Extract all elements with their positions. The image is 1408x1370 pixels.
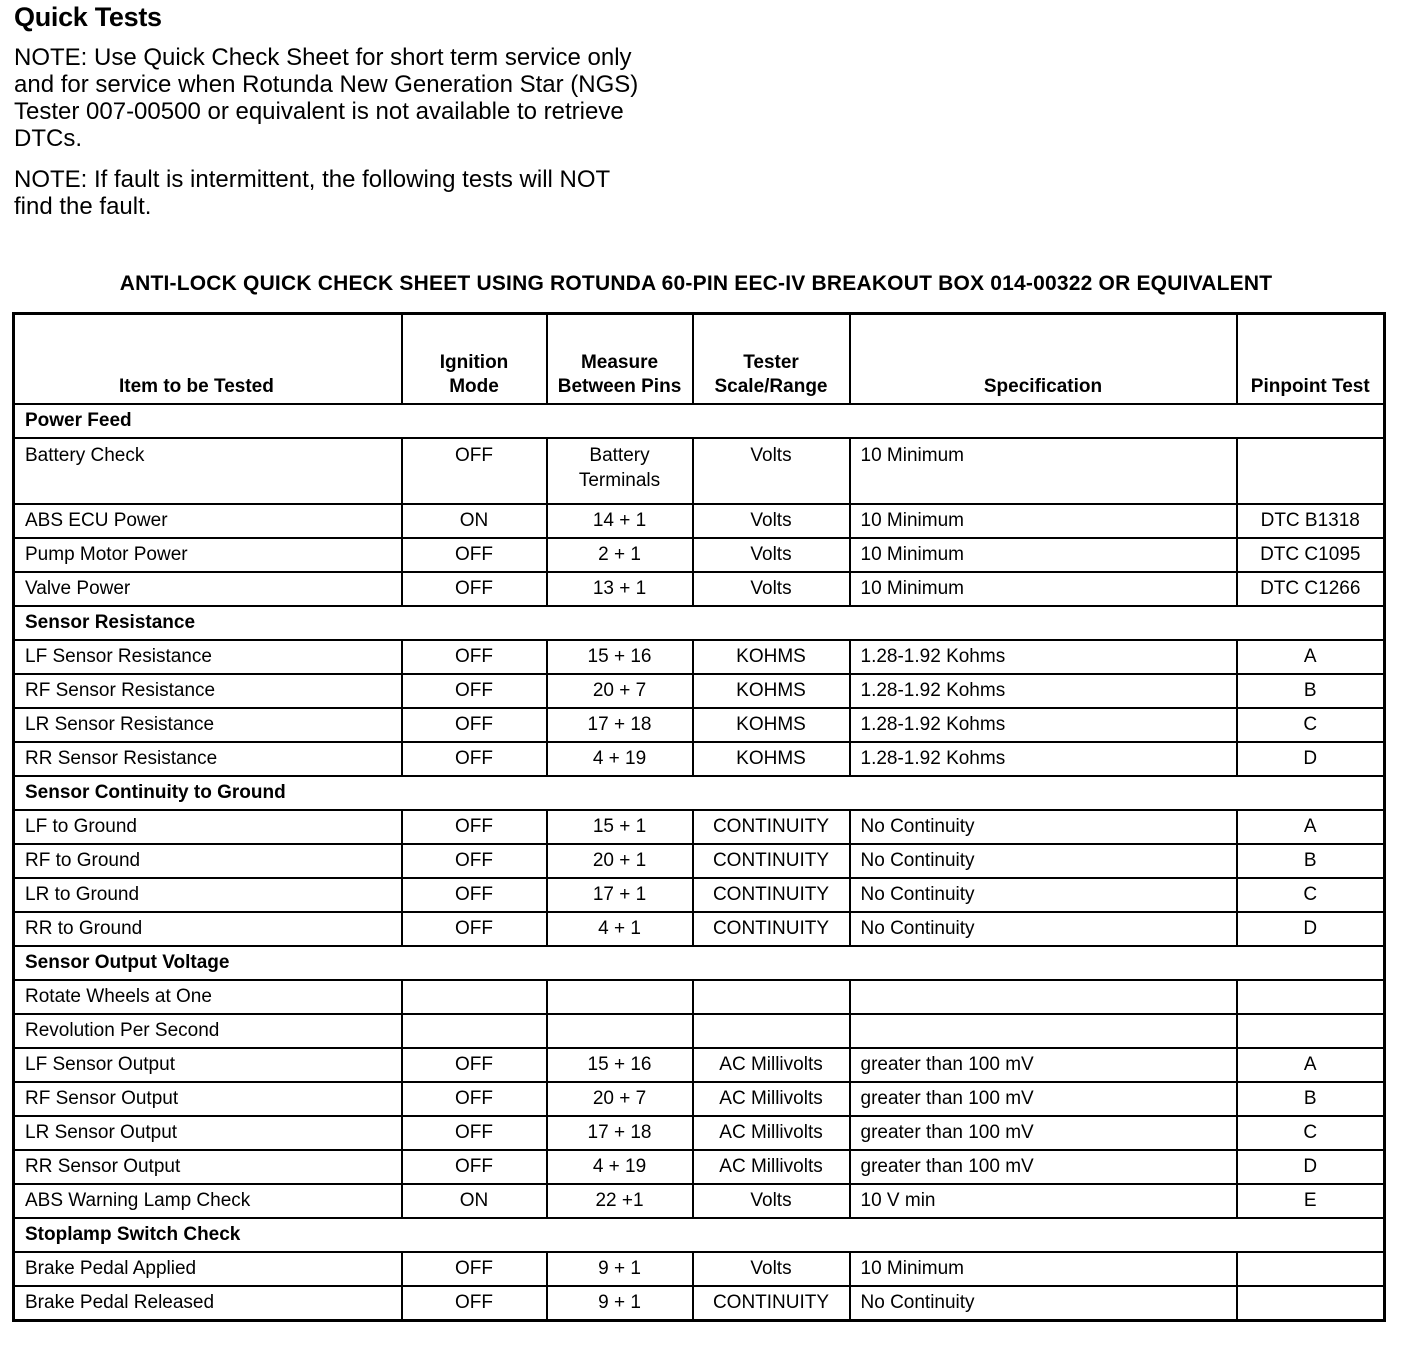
table-row <box>14 844 1385 878</box>
cell-pinpoint: B <box>1237 674 1385 708</box>
table-row <box>14 1116 1385 1150</box>
cell-spec: 1.28-1.92 Kohms <box>850 708 1237 742</box>
cell-ignition: OFF <box>402 1082 547 1116</box>
cell-pinpoint: D <box>1237 1150 1385 1184</box>
cell-ignition: OFF <box>402 1286 547 1321</box>
cell-item: Rotate Wheels at One <box>14 980 402 1014</box>
cell-ignition: OFF <box>402 1048 547 1082</box>
cell-scale: CONTINUITY <box>693 878 850 912</box>
table-row <box>14 1082 1385 1116</box>
cell-spec: No Continuity <box>850 810 1237 844</box>
col-header-item: Item to be Tested <box>14 314 402 405</box>
cell-ignition <box>402 1014 547 1048</box>
cell-ignition: OFF <box>402 912 547 946</box>
cell-item: RR Sensor Resistance <box>14 742 402 776</box>
cell-spec: 10 Minimum <box>850 1252 1237 1286</box>
section-row <box>14 1218 1385 1252</box>
cell-ignition: OFF <box>402 878 547 912</box>
cell-spec: 10 Minimum <box>850 438 1237 504</box>
cell-spec: No Continuity <box>850 844 1237 878</box>
col-header-ignition: Ignition Mode <box>402 314 547 405</box>
cell-spec: 10 Minimum <box>850 538 1237 572</box>
cell-ignition: OFF <box>402 844 547 878</box>
col-header-pins: Measure Between Pins <box>547 314 693 405</box>
table-row <box>14 1150 1385 1184</box>
table-row <box>14 810 1385 844</box>
cell-scale: CONTINUITY <box>693 810 850 844</box>
table-body <box>14 404 1385 1321</box>
section-title: Stoplamp Switch Check <box>14 1218 1385 1252</box>
col-header-scale: Tester Scale/Range <box>693 314 850 405</box>
cell-spec: No Continuity <box>850 878 1237 912</box>
cell-pinpoint: C <box>1237 708 1385 742</box>
cell-ignition: OFF <box>402 1150 547 1184</box>
cell-scale: AC Millivolts <box>693 1116 850 1150</box>
cell-scale: Volts <box>693 438 850 504</box>
cell-scale: KOHMS <box>693 674 850 708</box>
table-row <box>14 640 1385 674</box>
cell-item: RR Sensor Output <box>14 1150 402 1184</box>
cell-ignition: ON <box>402 504 547 538</box>
cell-pinpoint: D <box>1237 742 1385 776</box>
cell-item: LF Sensor Output <box>14 1048 402 1082</box>
cell-pinpoint: D <box>1237 912 1385 946</box>
cell-scale: Volts <box>693 504 850 538</box>
cell-ignition: ON <box>402 1184 547 1218</box>
cell-item: RR to Ground <box>14 912 402 946</box>
table-row <box>14 504 1385 538</box>
cell-pins: 17 + 18 <box>547 1116 693 1150</box>
section-title: Sensor Resistance <box>14 606 1385 640</box>
cell-scale: Volts <box>693 572 850 606</box>
cell-scale: KOHMS <box>693 640 850 674</box>
cell-pins: 17 + 18 <box>547 708 693 742</box>
cell-pins <box>547 980 693 1014</box>
cell-item: LR Sensor Resistance <box>14 708 402 742</box>
cell-ignition: OFF <box>402 1252 547 1286</box>
cell-pins: 4 + 19 <box>547 1150 693 1184</box>
cell-scale: KOHMS <box>693 742 850 776</box>
cell-spec: No Continuity <box>850 912 1237 946</box>
cell-pins: 15 + 16 <box>547 1048 693 1082</box>
cell-ignition: OFF <box>402 538 547 572</box>
cell-pinpoint <box>1237 980 1385 1014</box>
cell-scale: KOHMS <box>693 708 850 742</box>
section-row <box>14 776 1385 810</box>
cell-pinpoint <box>1237 1286 1385 1321</box>
note-ngs-tester: NOTE: Use Quick Check Sheet for short term service only and for service when Rotunda New Generation Star (NGS) Tester 007-00500 or equivalent is not available to retrieve DTCs. <box>14 44 639 152</box>
cell-item: LF Sensor Resistance <box>14 640 402 674</box>
cell-spec: 10 Minimum <box>850 572 1237 606</box>
cell-item: RF to Ground <box>14 844 402 878</box>
cell-pinpoint: C <box>1237 878 1385 912</box>
cell-spec: greater than 100 mV <box>850 1082 1237 1116</box>
cell-item: Brake Pedal Released <box>14 1286 402 1321</box>
cell-item: Battery Check <box>14 438 402 504</box>
cell-scale: Volts <box>693 1184 850 1218</box>
section-title: Sensor Continuity to Ground <box>14 776 1385 810</box>
cell-pinpoint: A <box>1237 810 1385 844</box>
cell-pins: 13 + 1 <box>547 572 693 606</box>
cell-pins: 2 + 1 <box>547 538 693 572</box>
cell-pins: 20 + 1 <box>547 844 693 878</box>
cell-item: LR to Ground <box>14 878 402 912</box>
cell-scale <box>693 980 850 1014</box>
table-header-row <box>14 314 1385 405</box>
cell-scale: CONTINUITY <box>693 912 850 946</box>
cell-item: ABS ECU Power <box>14 504 402 538</box>
cell-pinpoint <box>1237 438 1385 504</box>
table-row <box>14 674 1385 708</box>
cell-pins: 15 + 1 <box>547 810 693 844</box>
cell-spec <box>850 980 1237 1014</box>
cell-scale: AC Millivolts <box>693 1082 850 1116</box>
cell-ignition: OFF <box>402 438 547 504</box>
cell-ignition: OFF <box>402 742 547 776</box>
cell-pins: 4 + 19 <box>547 742 693 776</box>
section-title: Sensor Output Voltage <box>14 946 1385 980</box>
cell-ignition: OFF <box>402 708 547 742</box>
note-intermittent-fault: NOTE: If fault is intermittent, the following tests will NOT find the fault. <box>14 166 610 220</box>
col-header-pinpoint: Pinpoint Test <box>1237 314 1385 405</box>
cell-item: LF to Ground <box>14 810 402 844</box>
table-row <box>14 1286 1385 1321</box>
cell-item: RF Sensor Output <box>14 1082 402 1116</box>
cell-scale: Volts <box>693 1252 850 1286</box>
cell-scale <box>693 1014 850 1048</box>
cell-pinpoint: DTC C1095 <box>1237 538 1385 572</box>
cell-pinpoint: E <box>1237 1184 1385 1218</box>
cell-pins: 22 +1 <box>547 1184 693 1218</box>
cell-pins: 9 + 1 <box>547 1286 693 1321</box>
cell-pinpoint: C <box>1237 1116 1385 1150</box>
table-row <box>14 1252 1385 1286</box>
cell-ignition: OFF <box>402 572 547 606</box>
table-row <box>14 1184 1385 1218</box>
cell-pins: 4 + 1 <box>547 912 693 946</box>
cell-spec: 1.28-1.92 Kohms <box>850 674 1237 708</box>
page-heading: Quick Tests <box>14 2 162 32</box>
cell-spec: 10 Minimum <box>850 504 1237 538</box>
cell-pins: 17 + 1 <box>547 878 693 912</box>
table-row <box>14 742 1385 776</box>
cell-scale: CONTINUITY <box>693 844 850 878</box>
cell-ignition: OFF <box>402 674 547 708</box>
section-row <box>14 606 1385 640</box>
cell-item: Valve Power <box>14 572 402 606</box>
cell-spec: No Continuity <box>850 1286 1237 1321</box>
section-row <box>14 404 1385 438</box>
section-row <box>14 946 1385 980</box>
table-row <box>14 912 1385 946</box>
cell-item: Brake Pedal Applied <box>14 1252 402 1286</box>
cell-item: Revolution Per Second <box>14 1014 402 1048</box>
quick-check-table <box>12 312 1386 1322</box>
cell-item: ABS Warning Lamp Check <box>14 1184 402 1218</box>
cell-pinpoint: A <box>1237 1048 1385 1082</box>
cell-pinpoint <box>1237 1252 1385 1286</box>
cell-pinpoint: B <box>1237 1082 1385 1116</box>
cell-spec: greater than 100 mV <box>850 1048 1237 1082</box>
cell-pinpoint: DTC C1266 <box>1237 572 1385 606</box>
cell-ignition: OFF <box>402 1116 547 1150</box>
cell-item: LR Sensor Output <box>14 1116 402 1150</box>
cell-spec: 10 V min <box>850 1184 1237 1218</box>
sheet-title: ANTI-LOCK QUICK CHECK SHEET USING ROTUNDA 60-PIN EEC-IV BREAKOUT BOX 014-00322 OR EQUIVALENT <box>119 272 1273 295</box>
cell-pins: 9 + 1 <box>547 1252 693 1286</box>
cell-pinpoint: B <box>1237 844 1385 878</box>
table-row <box>14 438 1385 504</box>
cell-ignition: OFF <box>402 810 547 844</box>
table-row <box>14 1048 1385 1082</box>
cell-scale: CONTINUITY <box>693 1286 850 1321</box>
cell-ignition: OFF <box>402 640 547 674</box>
cell-item: Pump Motor Power <box>14 538 402 572</box>
cell-scale: Volts <box>693 538 850 572</box>
table-row <box>14 980 1385 1014</box>
cell-pins: 15 + 16 <box>547 640 693 674</box>
cell-pinpoint: DTC B1318 <box>1237 504 1385 538</box>
table-row <box>14 572 1385 606</box>
section-title: Power Feed <box>14 404 1385 438</box>
cell-spec: 1.28-1.92 Kohms <box>850 742 1237 776</box>
cell-item: RF Sensor Resistance <box>14 674 402 708</box>
cell-pins: 20 + 7 <box>547 1082 693 1116</box>
cell-pinpoint: A <box>1237 640 1385 674</box>
table-row <box>14 878 1385 912</box>
cell-pins: 20 + 7 <box>547 674 693 708</box>
cell-pinpoint <box>1237 1014 1385 1048</box>
cell-spec <box>850 1014 1237 1048</box>
cell-pins: Battery Terminals <box>547 438 693 504</box>
table-row <box>14 708 1385 742</box>
cell-spec: greater than 100 mV <box>850 1116 1237 1150</box>
cell-pins <box>547 1014 693 1048</box>
cell-ignition <box>402 980 547 1014</box>
col-header-spec: Specification <box>850 314 1237 405</box>
cell-spec: 1.28-1.92 Kohms <box>850 640 1237 674</box>
table-row <box>14 538 1385 572</box>
cell-scale: AC Millivolts <box>693 1150 850 1184</box>
cell-scale: AC Millivolts <box>693 1048 850 1082</box>
cell-pins: 14 + 1 <box>547 504 693 538</box>
table-row <box>14 1014 1385 1048</box>
cell-spec: greater than 100 mV <box>850 1150 1237 1184</box>
